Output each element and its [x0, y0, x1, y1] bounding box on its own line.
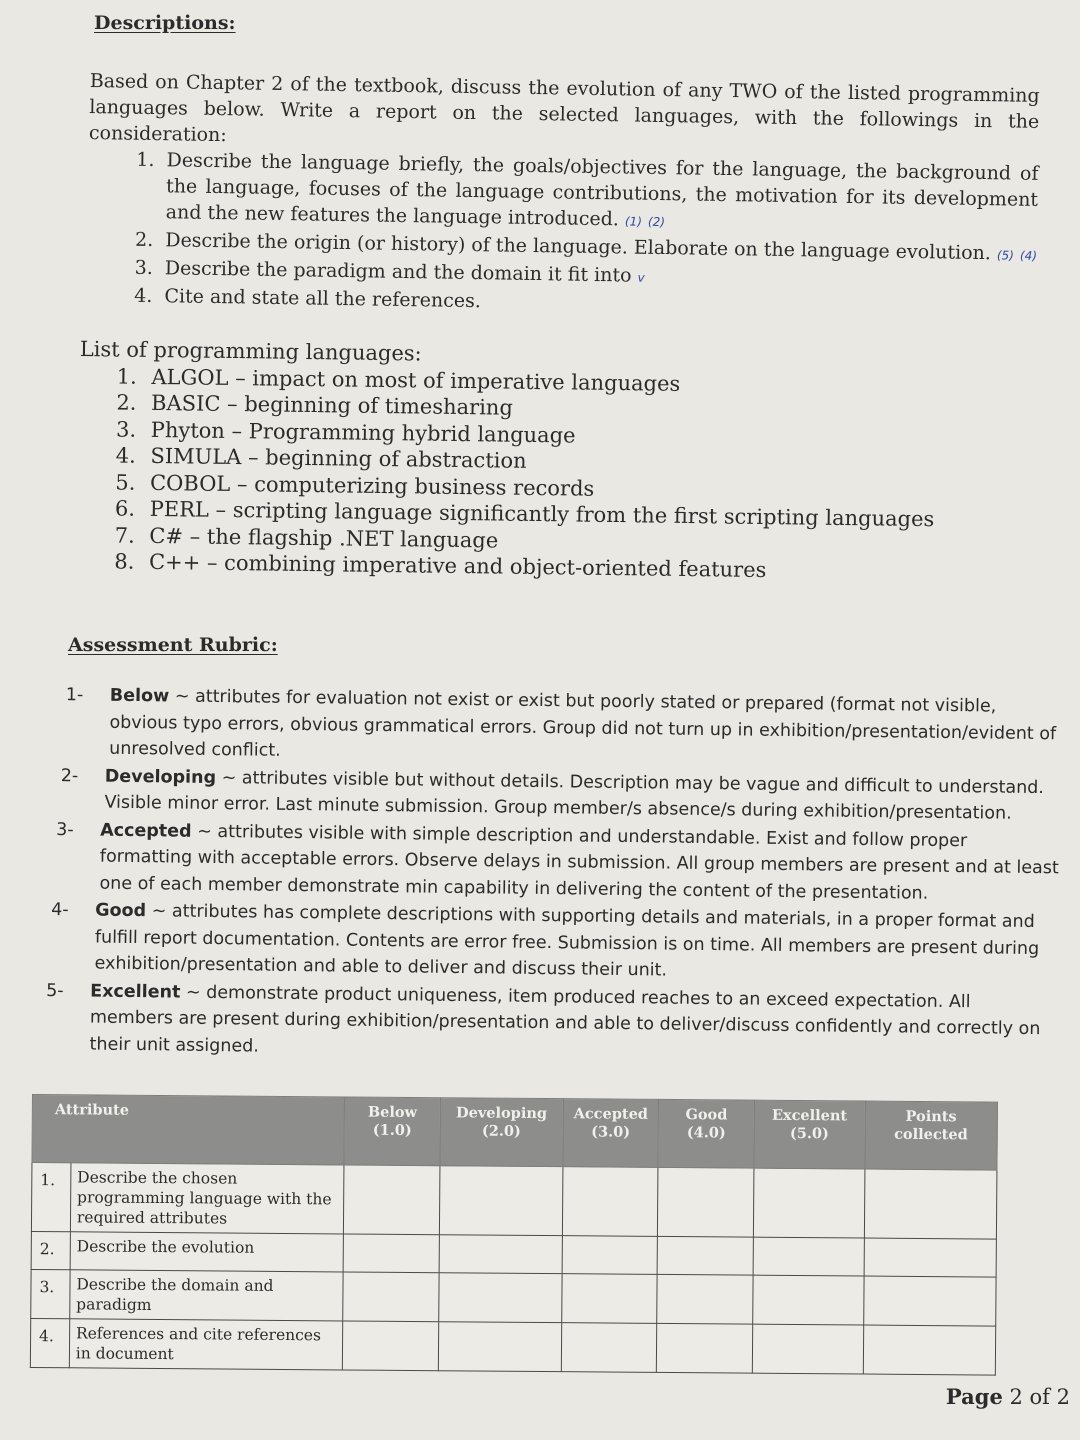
rubric-level: Excellent — [90, 980, 181, 1003]
rubric-level: Below — [109, 685, 170, 707]
table-row — [31, 1269, 996, 1326]
languages-header: List of programming languages: — [79, 336, 422, 366]
requirement-item: 1. Describe the language briefly, the goals/objectives for the language, the background of the language, focuses of the language contributions, the motivation for its development and the new features the language introduced. (1) (2) — [160, 147, 1039, 241]
language-item: 5. COBOL – computerizing business records — [142, 469, 978, 506]
header-accepted: Accepted (3.0) — [563, 1099, 659, 1168]
row-attribute: Describe the chosen programming language with the required attributes — [70, 1163, 344, 1234]
row-attribute: References and cite references in document — [69, 1319, 343, 1370]
score-cell — [343, 1234, 439, 1273]
row-attribute: Describe the evolution — [70, 1232, 344, 1272]
language-item: 1. ALGOL – impact on most of imperative languages — [143, 363, 979, 400]
rubric-list — [47, 682, 1062, 1070]
language-item: 3. Phyton – Programming hybrid language — [143, 416, 979, 453]
score-cell — [561, 1274, 657, 1324]
handwritten-mark: v — [637, 270, 645, 285]
requirements-list — [86, 146, 1038, 323]
score-cell — [439, 1166, 562, 1236]
score-cell — [343, 1272, 439, 1322]
language-item: 6. PERL – scripting language significantly from the first scripting languages — [142, 496, 978, 533]
score-cell — [562, 1167, 658, 1237]
points-cell — [864, 1238, 997, 1277]
score-cell — [657, 1236, 753, 1275]
header-good: Good (4.0) — [658, 1099, 754, 1168]
table-header-row — [32, 1095, 998, 1171]
language-item: 8. C++ – combining imperative and object-oriented features — [141, 549, 977, 586]
score-cell — [344, 1165, 440, 1235]
rubric-item: 3- Accepted ~ attributes visible with simple description and understandable. Exist and follow proper formatting with acceptable errors. Observe delays in submission. All group members are present and at least one of each member demonstrate min capability in delivering the content of the presentation. — [56, 819, 1059, 904]
score-cell — [343, 1321, 439, 1371]
page-number: 2 of 2 — [1009, 1385, 1070, 1409]
page-footer — [946, 1384, 1070, 1409]
score-cell — [439, 1235, 562, 1274]
rubric-item: 4- Good ~ attributes has complete descriptions with supporting details and materials, in a proper format and fulfill report documentation. Contents are error free. Submission is on time. All members are present during exhibition/presentation and able to deliver and discuss their unit. — [51, 900, 1040, 981]
languages-list — [77, 362, 980, 586]
language-item: 7. C# – the flagship .NET language — [141, 522, 977, 559]
header-developing: Developing (2.0) — [440, 1098, 563, 1167]
score-cell — [439, 1273, 562, 1323]
header-points: Points collected — [864, 1101, 997, 1170]
requirement-item: 4. Cite and state all the references. — [158, 283, 1036, 323]
rubric-level: Accepted — [100, 820, 192, 842]
score-cell — [561, 1323, 657, 1373]
row-number: 2. — [31, 1231, 70, 1269]
points-cell — [864, 1169, 997, 1239]
score-cell — [753, 1168, 864, 1238]
descriptions-header: Descriptions: — [94, 12, 236, 34]
rubric-table — [30, 1094, 998, 1376]
intro-block — [86, 68, 1040, 323]
language-item: 4. SIMULA – beginning of abstraction — [142, 443, 978, 480]
intro-text: Based on Chapter 2 of the textbook, discuss the evolution of any TWO of the listed programming languages below. Write a report on the selected languages, with the followings in the consideration: — [88, 69, 1040, 147]
score-cell — [753, 1237, 864, 1276]
rubric-item: 5- Excellent ~ demonstrate product uniqueness, item produced reaches to an exceed expectation. All members are present during exhibition/presentation and able to deliver/discuss confidently and correctly on their unit assigned. — [46, 980, 1041, 1057]
languages-block — [77, 336, 980, 586]
handwritten-mark: (1) — [624, 214, 643, 229]
row-number: 1. — [31, 1163, 70, 1232]
rubric-level: Developing — [104, 766, 217, 788]
language-item: 2. BASIC – beginning of timesharing — [143, 390, 979, 427]
header-attribute: Attribute — [32, 1095, 345, 1165]
rubric-table-wrap — [30, 1094, 998, 1376]
row-attribute: Describe the domain and paradigm — [70, 1270, 344, 1321]
score-cell — [657, 1323, 753, 1373]
header-below: Below (1.0) — [344, 1097, 440, 1166]
rubric-header: Assessment Rubric: — [68, 634, 278, 656]
table-row — [30, 1318, 995, 1375]
header-excellent: Excellent (5.0) — [754, 1100, 865, 1169]
score-cell — [753, 1275, 864, 1325]
rubric-item: 1- Below ~ attributes for evaluation not exist or exist but poorly stated or prepared (format not visible, obvious typo errors, obvious grammatical errors. Group did not turn up in exhibition/presentation/evident of unresolved conflict. — [65, 685, 1057, 761]
score-cell — [438, 1322, 561, 1372]
handwritten-mark: (4) — [1019, 248, 1038, 263]
handwritten-mark: (5) — [996, 248, 1015, 263]
page-label: Page — [945, 1384, 1003, 1409]
handwritten-mark: (2) — [647, 214, 666, 230]
score-cell — [658, 1167, 754, 1237]
row-number: 3. — [31, 1269, 70, 1318]
score-cell — [752, 1324, 863, 1374]
rubric-level: Good — [95, 900, 147, 922]
score-cell — [657, 1274, 753, 1324]
requirement-item: 2. Describe the origin (or history) of the language. Elaborate on the language evolution. (5) (4) — [159, 227, 1037, 269]
table-row — [31, 1163, 997, 1240]
rubric-item: 2- Developing ~ attributes visible but without details. Description may be vague and difficult to understand. Visible minor error. Last minute submission. Group member/s absence/s during exhibition/presentation. — [60, 765, 1045, 824]
points-cell — [863, 1276, 996, 1326]
points-cell — [863, 1325, 996, 1375]
requirement-item: 3. Describe the paradigm and the domain it fit into v — [159, 255, 1037, 297]
row-number: 4. — [30, 1318, 69, 1367]
score-cell — [562, 1236, 658, 1275]
